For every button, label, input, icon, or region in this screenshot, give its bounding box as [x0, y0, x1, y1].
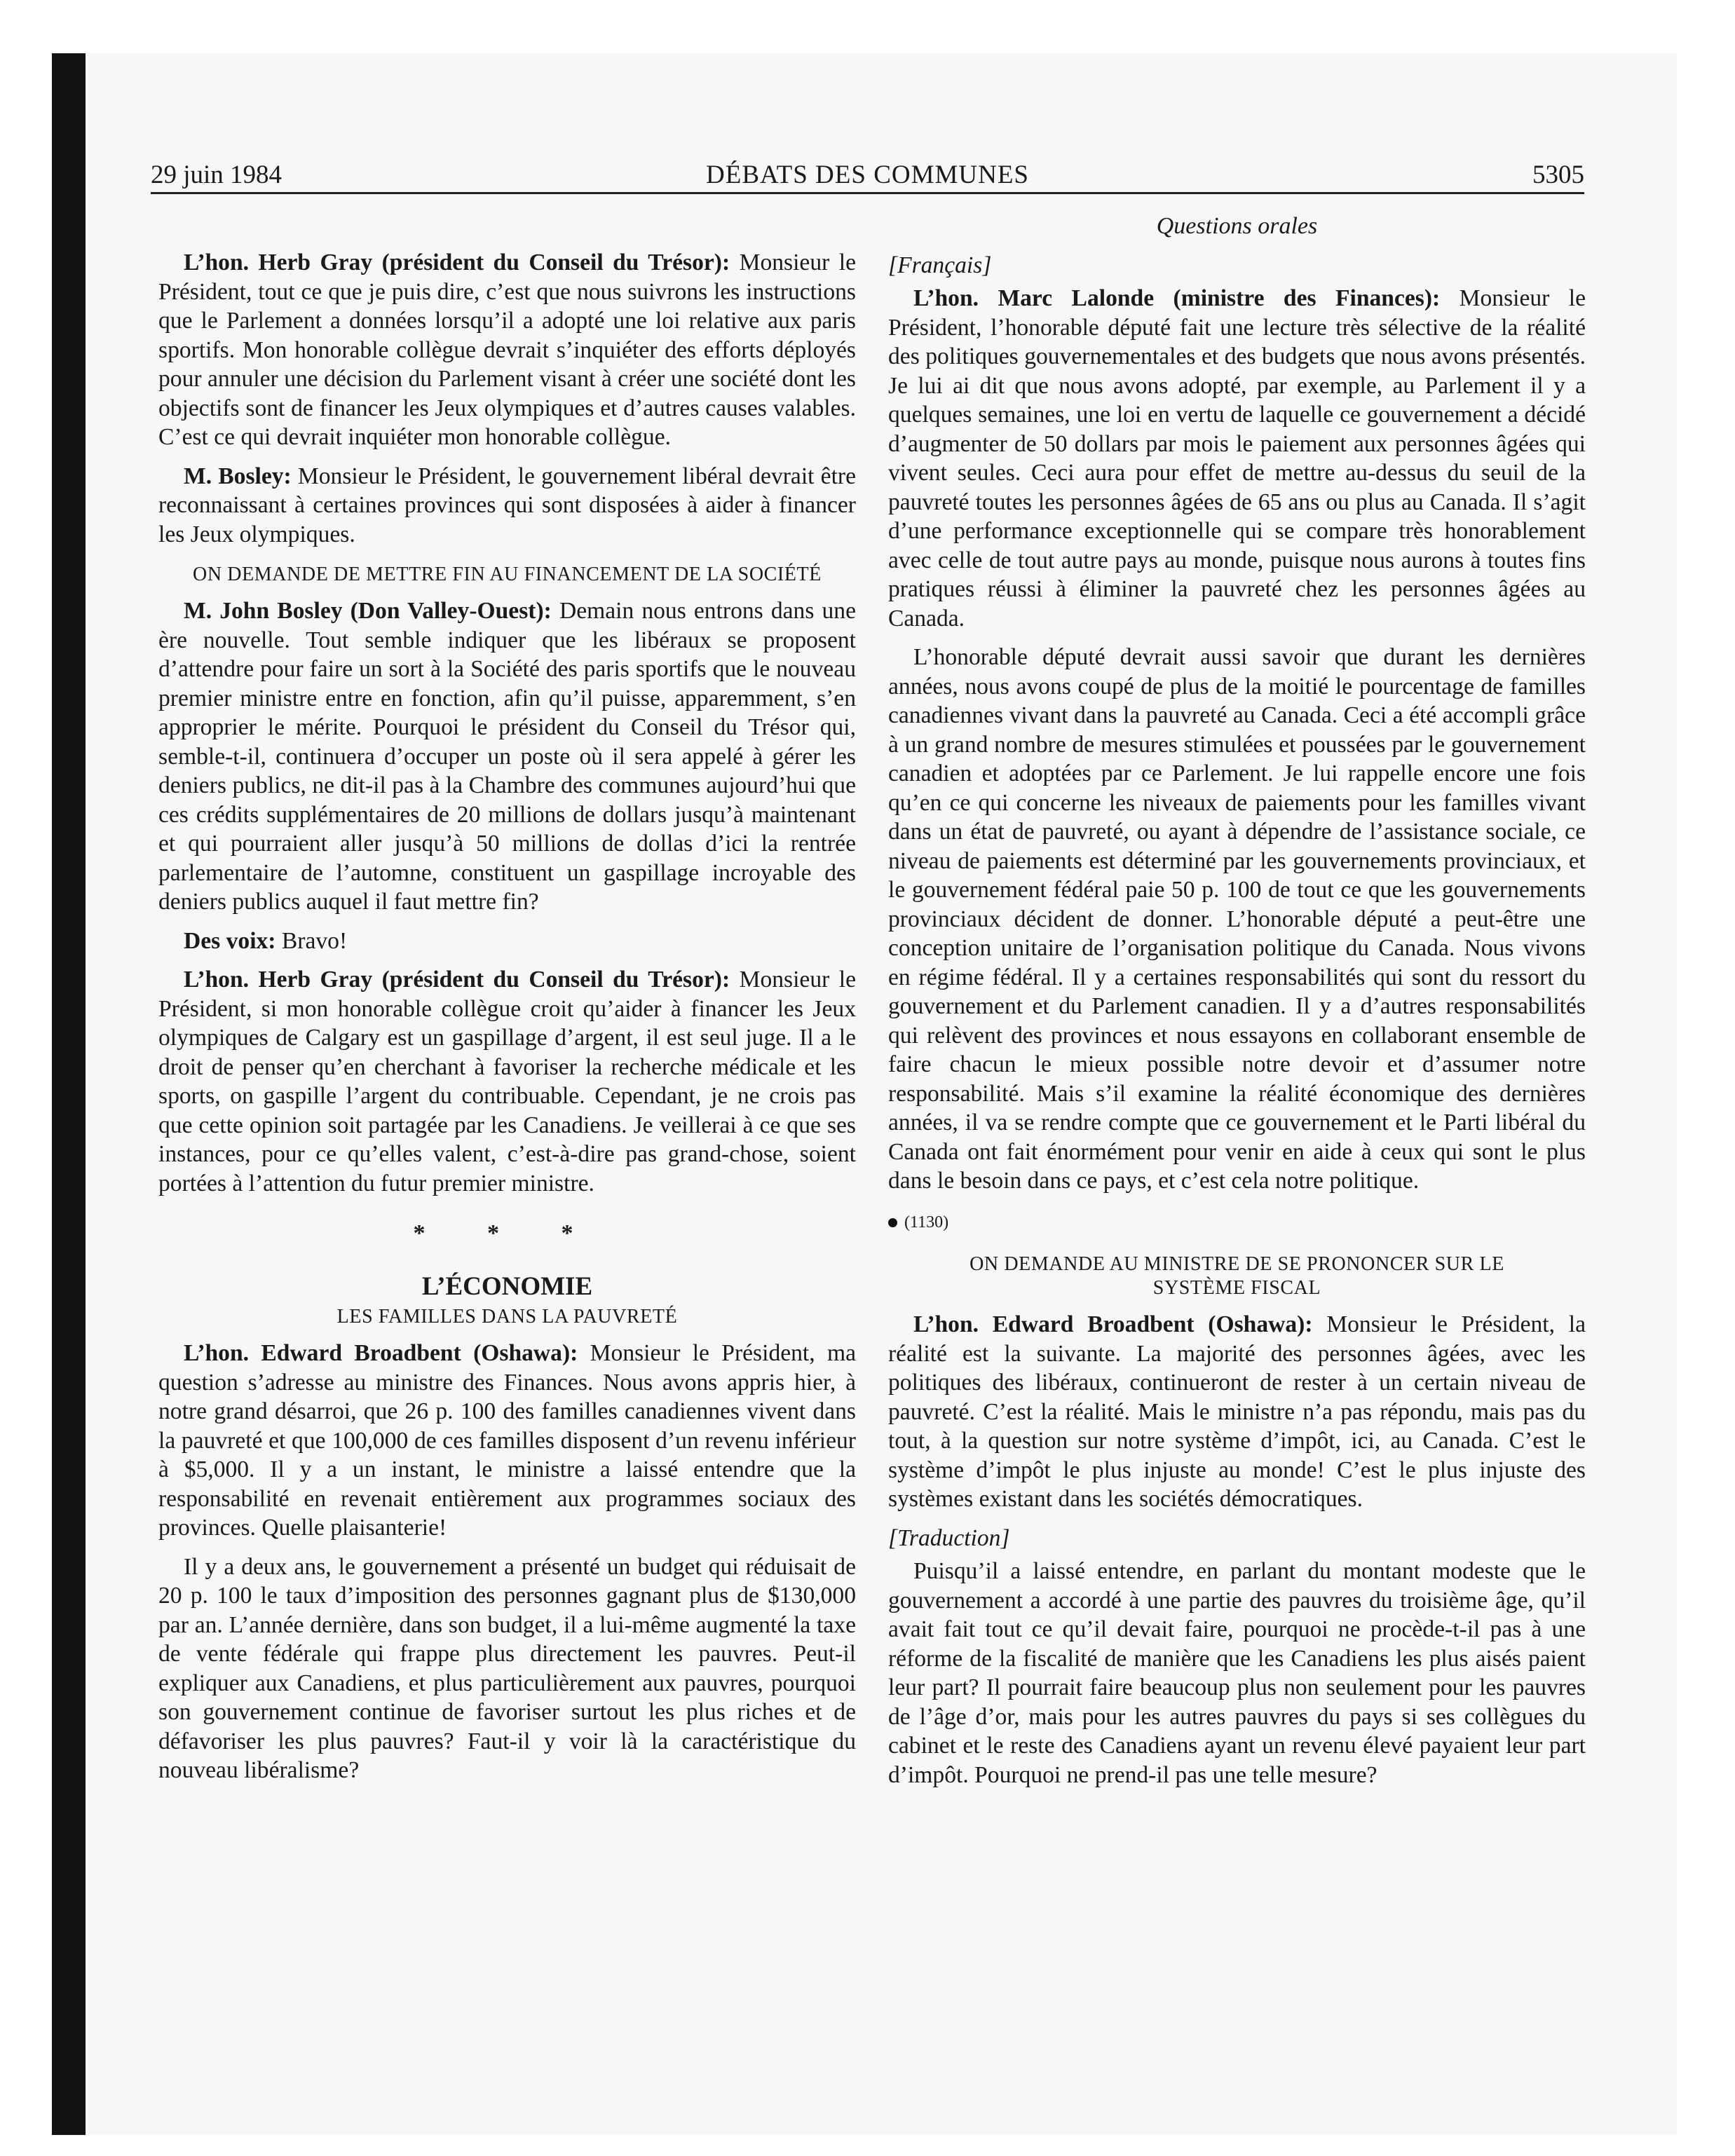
paragraph — [888, 284, 1586, 633]
speech-text: Bravo! — [275, 927, 348, 954]
paragraph — [888, 1310, 1586, 1514]
paragraph — [158, 1339, 856, 1543]
speech-text: Monsieur le Président, la réalité est la suivante. La majorité des personnes âgées, avec les politiques des libéraux, continueront de rester à un certain niveau de pauvreté. C’est la réalité. Mais le ministre n’a pas répondu, mais pas du tout, à la question sur notre système d’impôt, ici, au Canada. C’est le système d’impôt le plus injuste au monde! C’est le plus injuste des systèmes existant dans les sociétés démocratiques. — [888, 1311, 1586, 1512]
left-column — [158, 209, 856, 1795]
right-column — [888, 209, 1586, 1799]
speech-text: Monsieur le Président, l’honorable député fait une lecture très sélective de la réalité des politiques gouvernementales et des budgets que nous avons présentés. Je lui ai dit que nous avons adopté, par exemple, au Parlement il y a quelques semaines, une loi en vertu de laquelle ce gouvernement a décidé d’augmenter de 50 dollars par mois le paiement aux personnes âgées qui vivent seules. Ceci aura pour effet de mettre au-dessus du seuil de la pauvreté toutes les personnes âgées de 65 ans ou plus au Canada. Il s’agit d’une performance exceptionnelle qui se compare très honorablement avec celle de tout autre pays au monde, puisque nous aurons à toutes fins pratiques réussi à éliminer la pauvreté chez les personnes âgées au Canada. — [888, 285, 1586, 632]
speaker-name: M. John Bosley (Don Valley-Ouest): — [184, 598, 552, 624]
header-rule — [151, 192, 1584, 194]
section-heading: LES FAMILLES DANS LA PAUVRETÉ — [336, 1306, 678, 1328]
speaker-name: L’hon. Marc Lalonde (ministre des Finances): — [913, 285, 1441, 311]
speech-text: Demain nous entrons dans une ère nouvelle. Tout semble indiquer que les libéraux se proposent d’attendre pour faire un sort à la Société des paris sportifs que le nouveau premier ministre entre en fonction, afin qu’il puisse, apparemment, s’en approprier le mérite. Pourquoi le président du Conseil du Trésor qui, semble-t-il, continuera d’occuper un poste où il sera appelé à gérer les deniers publics, ne dit-il pas à la Chambre des communes aujourd’hui que ces crédits supplémentaires de 20 millions de dollars jusqu’à maintenant et qui pourraient aller jusqu’à 50 millions de dollas d’ici la rentrée parlementaire de l’automne, constituent un gaspillage incroyable des deniers publics auquel il faut mettre fin? — [158, 598, 856, 915]
section-heading: ON DEMANDE DE METTRE FIN AU FINANCEMENT DE LA SOCIÉTÉ — [193, 564, 822, 585]
section-separator: * * * — [413, 1220, 601, 1246]
header-date: 29 juin 1984 — [151, 161, 283, 189]
paragraph: L’honorable député devrait aussi savoir que durant les dernières années, nous avons coupé de plus de la moitié le pourcentage de familles canadiennes vivant dans la pauvreté au Canada. Ceci a été accompli grâce à un grand nombre de mesures stimulées et poussées par le gouvernement canadien et adoptées par ce Parlement. Je lui rappelle encore une fois qu’en ce qui concerne les niveaux de paiements pour les familles vivant dans un état de pauvreté, ou ayant à dépendre de l’assistance sociale, ce niveau de paiements est déterminé par les gouvernements provinciaux, et le gouvernement fédéral paie 50 p. 100 de tout ce que les gouvernements provinciaux décident de donner. L’honorable député a peut-être une conception unitaire de l’organisation politique du Canada. Nous vivons en régime fédéral. Il y a certaines responsabilités qui sont du ressort du gouvernement et du Parlement canadien. Il y a d’autres responsabilités qui relèvent des provinces et nous essayons en collaborant ensemble de faire chacun le mieux possible notre devoir et d’assumer notre responsabilité. Mais s’il examine la réalité économique des dernières années, il va se rendre compte que ce gouvernement et le Parti libéral du Canada ont fait énormément pour venir en aide à ceux qui sont le plus dans le besoin dans ce pays, et c’est cela notre politique. — [888, 644, 1586, 1194]
page-subtitle: Questions orales — [1156, 213, 1318, 239]
speaker-name: L’hon. Herb Gray (président du Conseil du Trésor): — [184, 967, 730, 992]
section-heading: ON DEMANDE AU MINISTRE DE SE PRONONCER SUR LE SYSTÈME FISCAL — [969, 1253, 1504, 1299]
paragraph: Il y a deux ans, le gouvernement a présenté un budget qui réduisait de 20 p. 100 le taux d’imposition des personnes gagnant plus de $130,000 par an. L’année dernière, dans son budget, il a lui-même augmenté la taxe de vente fédérale qui frappe plus directement les pauvres. Peut-il expliquer aux Canadiens, et plus particulièrement aux pauvres, pourquoi son gouvernement continue de favoriser surtout les plus riches et de défavoriser les plus pauvres? Faut-il y voir là la caractéristique du nouveau libéralisme? — [158, 1553, 856, 1783]
page-number: 5305 — [1532, 161, 1584, 189]
topic-heading: L’ÉCONOMIE — [421, 1271, 593, 1301]
paragraph: Puisqu’il a laissé entendre, en parlant du montant modeste que le gouvernement a accordé à une partie des pauvres du troisième âge, qu’il avait fait tout ce qu’il devait faire, pourquoi ne procède-t-il pas à une réforme de la fiscalité de manière que les Canadiens les plus aisés paient leur part? Il pourrait faire beaucoup plus non seulement pour les pauvres de l’âge d’or, mais pour les autres pauvres du pays si ses collègues du cabinet et le reste des Canadiens ayant un revenu élevé payaient leur part d’impôt. Pourquoi ne prend-il pas une telle mesure? — [888, 1558, 1586, 1788]
speaker-name: L’hon. Edward Broadbent (Oshawa): — [184, 1340, 578, 1366]
language-marker: [Traduction] — [888, 1524, 1010, 1551]
header-title: DÉBATS DES COMMUNES — [705, 161, 1030, 189]
speaker-name: M. Bosley: — [184, 463, 292, 489]
speaker-name: L’hon. Herb Gray (président du Conseil du Trésor): — [184, 250, 730, 275]
language-marker: [Français] — [888, 252, 992, 278]
speaker-name: L’hon. Edward Broadbent (Oshawa): — [913, 1311, 1313, 1337]
bullet-icon — [888, 1218, 897, 1227]
time-marker — [888, 1208, 1586, 1238]
paragraph — [158, 248, 856, 452]
paragraph — [158, 927, 856, 956]
time-stamp: (1130) — [904, 1213, 949, 1231]
speech-text: Monsieur le Président, si mon honorable collègue croit qu’aider à financer les Jeux olympiques de Calgary est un gaspillage d’argent, il est seul juge. Il a le droit de penser qu’en cherchant à favoriser la recherche médicale et les sports, on gaspille l’argent du contribuable. Cependant, je ne crois pas que cette opinion soit partagée par les Canadiens. Je veillerai à ce que ses instances, pour ce qu’elles valent, c’est-à-dire pas grand-chose, soient portées à l’attention du futur premier ministre. — [158, 967, 856, 1196]
paragraph — [158, 965, 856, 1198]
running-header — [151, 160, 1584, 195]
speech-text: Monsieur le Président, tout ce que je puis dire, c’est que nous suivrons les instructions que le Parlement a données lorsqu’il a adopté une loi relative aux paris sportifs. Mon honorable collègue devrait s’inquiéter des efforts déployés pour annuler une décision du Parlement visant à créer une société dont les objectifs sont de financer les Jeux olympiques et d’autres causes valables. C’est ce qui devrait inquiéter mon honorable collègue. — [158, 250, 856, 450]
speech-text: Monsieur le Président, ma question s’adresse au ministre des Finances. Nous avons appris hier, à notre grand désarroi, que 26 p. 100 des familles canadiennes vivent dans la pauvreté et que 100,000 de ces familles disposent d’un revenu inférieur à $5,000. Il y a un instant, le ministre a laissé entendre que la responsabilité en revenait entièrement aux programmes sociaux des provinces. Quelle plaisanterie! — [158, 1340, 857, 1541]
paragraph — [158, 596, 856, 917]
paragraph — [158, 462, 856, 550]
scan-border — [52, 53, 86, 2135]
speech-text: Monsieur le Président, le gouvernement libéral devrait être reconnaissant à certaines provinces qui sont disposées à aider à financer les Jeux olympiques. — [158, 463, 856, 547]
speaker-name: Des voix: — [184, 927, 276, 954]
